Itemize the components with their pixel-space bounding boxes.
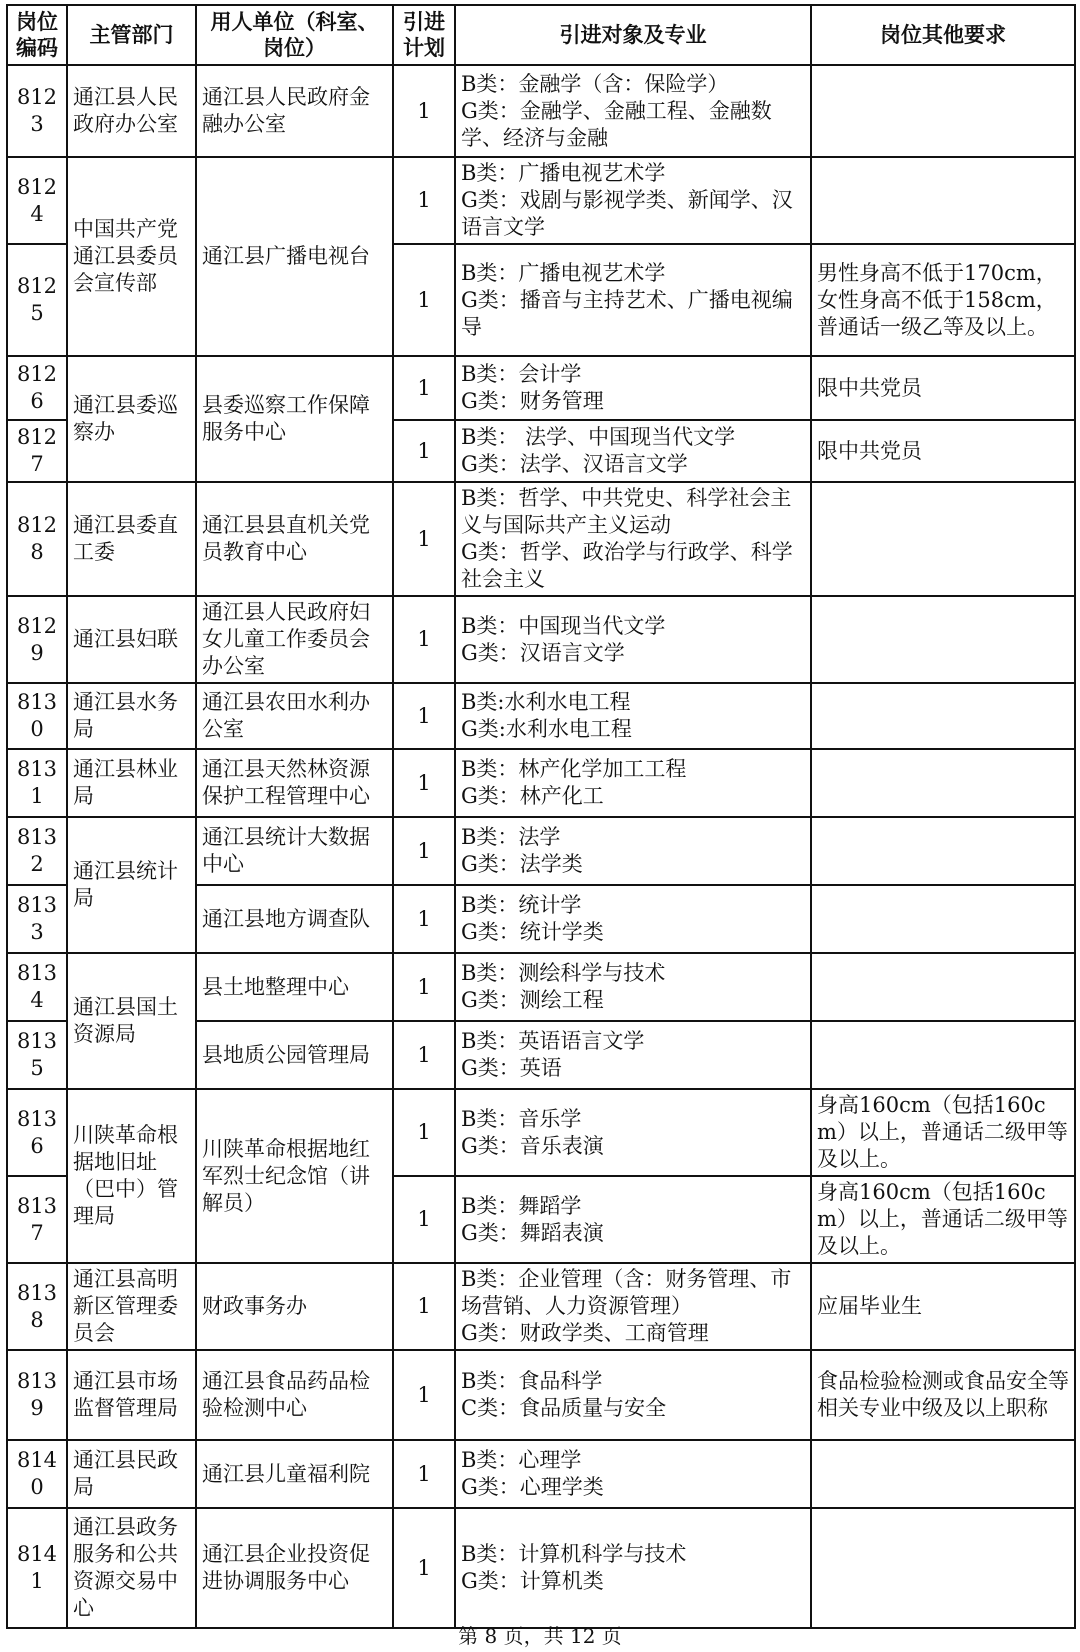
job-code: 8127 xyxy=(7,420,67,482)
job-code: 8139 xyxy=(7,1350,67,1440)
major-line: G类：音乐表演 xyxy=(461,1133,604,1158)
major-line: B类：英语语言文学 xyxy=(461,1029,645,1053)
dept-cell: 通江县林业局 xyxy=(67,749,196,817)
unit-cell: 通江县统计大数据中心 xyxy=(196,817,393,885)
major-line: G类：汉语言文学 xyxy=(461,640,625,665)
major-line: B类：企业管理（含：财务管理、市场营销、人力资源管理） xyxy=(461,1267,792,1318)
major-line: B类：会计学 xyxy=(461,362,582,386)
unit-cell: 通江县地方调查队 xyxy=(196,885,393,953)
unit-cell: 通江县企业投资促进协调服务中心 xyxy=(196,1508,393,1628)
table-row xyxy=(7,482,1075,596)
unit-cell: 财政事务办 xyxy=(196,1263,393,1350)
other-cell: 食品检验检测或食品安全等相关专业中级及以上职称 xyxy=(811,1350,1075,1440)
major-cell xyxy=(455,1089,811,1176)
table-row xyxy=(7,1089,1075,1176)
unit-cell: 县委巡察工作保障服务中心 xyxy=(196,356,393,482)
major-line: G类：财政学类、工商管理 xyxy=(461,1321,709,1345)
plan-cell: 1 xyxy=(393,482,455,596)
unit-cell: 通江县食品药品检验检测中心 xyxy=(196,1350,393,1440)
other-cell xyxy=(811,1508,1075,1628)
plan-cell: 1 xyxy=(393,1021,455,1089)
dept-cell: 川陕革命根据地旧址（巴中）管理局 xyxy=(67,1089,196,1263)
recruitment-table xyxy=(6,4,1076,1629)
major-line: G类：哲学、政治学与行政学、科学社会主义 xyxy=(461,540,793,591)
major-cell xyxy=(455,157,811,244)
major-line: B类：金融学（含：保险学） xyxy=(461,71,729,96)
col-header-other: 岗位其他要求 xyxy=(811,5,1075,65)
job-code: 8125 xyxy=(7,244,67,356)
major-line: G类:水利水电工程 xyxy=(461,717,632,741)
unit-cell: 通江县人民政府妇女儿童工作委员会办公室 xyxy=(196,596,393,683)
dept-cell: 通江县市场监督管理局 xyxy=(67,1350,196,1440)
major-cell xyxy=(455,1440,811,1508)
job-code: 8128 xyxy=(7,482,67,596)
plan-cell: 1 xyxy=(393,356,455,420)
table-row xyxy=(7,1508,1075,1628)
plan-cell: 1 xyxy=(393,885,455,953)
major-line: B类：法学 xyxy=(461,825,561,849)
dept-cell: 通江县委直工委 xyxy=(67,482,196,596)
col-header-code: 岗位编码 xyxy=(7,5,67,65)
unit-cell: 县地质公园管理局 xyxy=(196,1021,393,1089)
table-row xyxy=(7,953,1075,1021)
dept-cell: 通江县水务局 xyxy=(67,683,196,749)
unit-cell: 通江县广播电视台 xyxy=(196,157,393,356)
major-cell xyxy=(455,885,811,953)
major-cell xyxy=(455,953,811,1021)
unit-cell: 县土地整理中心 xyxy=(196,953,393,1021)
major-line: C类：食品质量与安全 xyxy=(461,1396,667,1420)
major-line: B类：林产化学加工工程 xyxy=(461,757,687,781)
major-cell xyxy=(455,420,811,482)
major-line: B类：测绘科学与技术 xyxy=(461,961,666,985)
job-code: 8133 xyxy=(7,885,67,953)
dept-cell: 通江县委巡察办 xyxy=(67,356,196,482)
major-line: B类：广播电视艺术学 xyxy=(461,161,666,185)
major-cell xyxy=(455,244,811,356)
major-cell xyxy=(455,482,811,596)
dept-cell: 通江县统计局 xyxy=(67,817,196,953)
job-code: 8123 xyxy=(7,65,67,157)
other-cell: 限中共党员 xyxy=(811,356,1075,420)
unit-cell: 川陕革命根据地红军烈士纪念馆（讲解员） xyxy=(196,1089,393,1263)
major-cell xyxy=(455,749,811,817)
page-number-label: 第 8 页，共 12 页 xyxy=(458,1624,622,1648)
job-code: 8132 xyxy=(7,817,67,885)
col-header-plan: 引进计划 xyxy=(393,5,455,65)
job-code: 8138 xyxy=(7,1263,67,1350)
job-code: 8131 xyxy=(7,749,67,817)
plan-cell: 1 xyxy=(393,65,455,157)
major-line: G类：舞蹈表演 xyxy=(461,1220,604,1245)
job-code: 8126 xyxy=(7,356,67,420)
major-line: B类：心理学 xyxy=(461,1448,582,1472)
job-code: 8124 xyxy=(7,157,67,244)
major-line: G类：测绘工程 xyxy=(461,988,604,1012)
header-row xyxy=(7,5,1075,65)
plan-cell: 1 xyxy=(393,953,455,1021)
major-cell xyxy=(455,356,811,420)
plan-cell: 1 xyxy=(393,1176,455,1263)
table-row xyxy=(7,817,1075,885)
table-row xyxy=(7,356,1075,420)
major-line: B类：统计学 xyxy=(461,893,582,917)
major-cell xyxy=(455,817,811,885)
major-line: G类：法学类 xyxy=(461,852,583,876)
other-cell xyxy=(811,817,1075,885)
other-cell: 身高160cm（包括160cm）以上，普通话二级甲等及以上。 xyxy=(811,1176,1075,1263)
plan-cell: 1 xyxy=(393,1089,455,1176)
col-header-unit: 用人单位（科室、岗位） xyxy=(196,5,393,65)
plan-cell: 1 xyxy=(393,157,455,244)
major-line: G类：林产化工 xyxy=(461,784,604,808)
table-row xyxy=(7,683,1075,749)
major-line: B类：音乐学 xyxy=(461,1106,582,1131)
plan-cell: 1 xyxy=(393,1350,455,1440)
other-cell: 男性身高不低于170cm，女性身高不低于158cm，普通话一级乙等及以上。 xyxy=(811,244,1075,356)
plan-cell: 1 xyxy=(393,1263,455,1350)
major-cell xyxy=(455,1263,811,1350)
major-cell xyxy=(455,683,811,749)
job-code: 8130 xyxy=(7,683,67,749)
other-cell xyxy=(811,65,1075,157)
dept-cell: 通江县政务服务和公共资源交易中心 xyxy=(67,1508,196,1628)
major-cell xyxy=(455,596,811,683)
major-line: B类:水利水电工程 xyxy=(461,690,631,714)
unit-cell: 通江县儿童福利院 xyxy=(196,1440,393,1508)
major-line: B类：计算机科学与技术 xyxy=(461,1542,687,1566)
unit-cell: 通江县人民政府金融办公室 xyxy=(196,65,393,157)
other-cell: 身高160cm（包括160cm）以上，普通话二级甲等及以上。 xyxy=(811,1089,1075,1176)
other-cell: 应届毕业生 xyxy=(811,1263,1075,1350)
table-row xyxy=(7,157,1075,244)
other-cell xyxy=(811,683,1075,749)
other-cell xyxy=(811,482,1075,596)
table-row xyxy=(7,1440,1075,1508)
major-cell xyxy=(455,65,811,157)
major-line: B类：哲学、中共党史、科学社会主义与国际共产主义运动 xyxy=(461,486,792,537)
job-code: 8136 xyxy=(7,1089,67,1176)
job-code: 8137 xyxy=(7,1176,67,1263)
plan-cell: 1 xyxy=(393,817,455,885)
dept-cell: 中国共产党通江县委员会宣传部 xyxy=(67,157,196,356)
major-cell xyxy=(455,1508,811,1628)
col-header-major: 引进对象及专业 xyxy=(455,5,811,65)
table-row xyxy=(7,749,1075,817)
unit-cell: 通江县天然林资源保护工程管理中心 xyxy=(196,749,393,817)
other-cell xyxy=(811,749,1075,817)
dept-cell: 通江县人民政府办公室 xyxy=(67,65,196,157)
job-code: 8140 xyxy=(7,1440,67,1508)
major-line: B类：广播电视艺术学 xyxy=(461,260,666,285)
major-line: G类：心理学类 xyxy=(461,1475,604,1499)
major-line: G类：统计学类 xyxy=(461,920,604,944)
job-code: 8129 xyxy=(7,596,67,683)
other-cell: 限中共党员 xyxy=(811,420,1075,482)
plan-cell: 1 xyxy=(393,420,455,482)
job-code: 8141 xyxy=(7,1508,67,1628)
dept-cell: 通江县高明新区管理委员会 xyxy=(67,1263,196,1350)
plan-cell: 1 xyxy=(393,683,455,749)
job-code: 8135 xyxy=(7,1021,67,1089)
other-cell xyxy=(811,885,1075,953)
job-code: 8134 xyxy=(7,953,67,1021)
major-line: B类： 法学、中国现当代文学 xyxy=(461,425,736,449)
major-line: G类：戏剧与影视学类、新闻学、汉语言文学 xyxy=(461,188,793,239)
dept-cell: 通江县国土资源局 xyxy=(67,953,196,1089)
major-cell xyxy=(455,1350,811,1440)
other-cell xyxy=(811,1440,1075,1508)
dept-cell: 通江县民政局 xyxy=(67,1440,196,1508)
plan-cell: 1 xyxy=(393,1508,455,1628)
other-cell xyxy=(811,596,1075,683)
other-cell xyxy=(811,953,1075,1021)
dept-cell: 通江县妇联 xyxy=(67,596,196,683)
major-line: G类：法学、汉语言文学 xyxy=(461,452,688,476)
plan-cell: 1 xyxy=(393,1440,455,1508)
major-cell xyxy=(455,1176,811,1263)
major-line: B类：中国现当代文学 xyxy=(461,613,666,638)
page-footer xyxy=(0,1620,1080,1649)
unit-cell: 通江县农田水利办公室 xyxy=(196,683,393,749)
col-header-dept: 主管部门 xyxy=(67,5,196,65)
other-cell xyxy=(811,1021,1075,1089)
table-row xyxy=(7,596,1075,683)
table-row xyxy=(7,1350,1075,1440)
table-row xyxy=(7,1263,1075,1350)
plan-cell: 1 xyxy=(393,749,455,817)
major-line: G类：英语 xyxy=(461,1056,562,1080)
major-line: G类：计算机类 xyxy=(461,1569,604,1593)
major-line: G类：财务管理 xyxy=(461,389,604,413)
major-cell xyxy=(455,1021,811,1089)
major-line: G类：播音与主持艺术、广播电视编导 xyxy=(461,287,793,339)
major-line: B类：舞蹈学 xyxy=(461,1193,582,1218)
major-line: G类：金融学、金融工程、金融数学、经济与金融 xyxy=(461,98,772,150)
plan-cell: 1 xyxy=(393,596,455,683)
unit-cell: 通江县县直机关党员教育中心 xyxy=(196,482,393,596)
plan-cell: 1 xyxy=(393,244,455,356)
major-line: B类：食品科学 xyxy=(461,1369,603,1393)
other-cell xyxy=(811,157,1075,244)
table-row xyxy=(7,65,1075,157)
